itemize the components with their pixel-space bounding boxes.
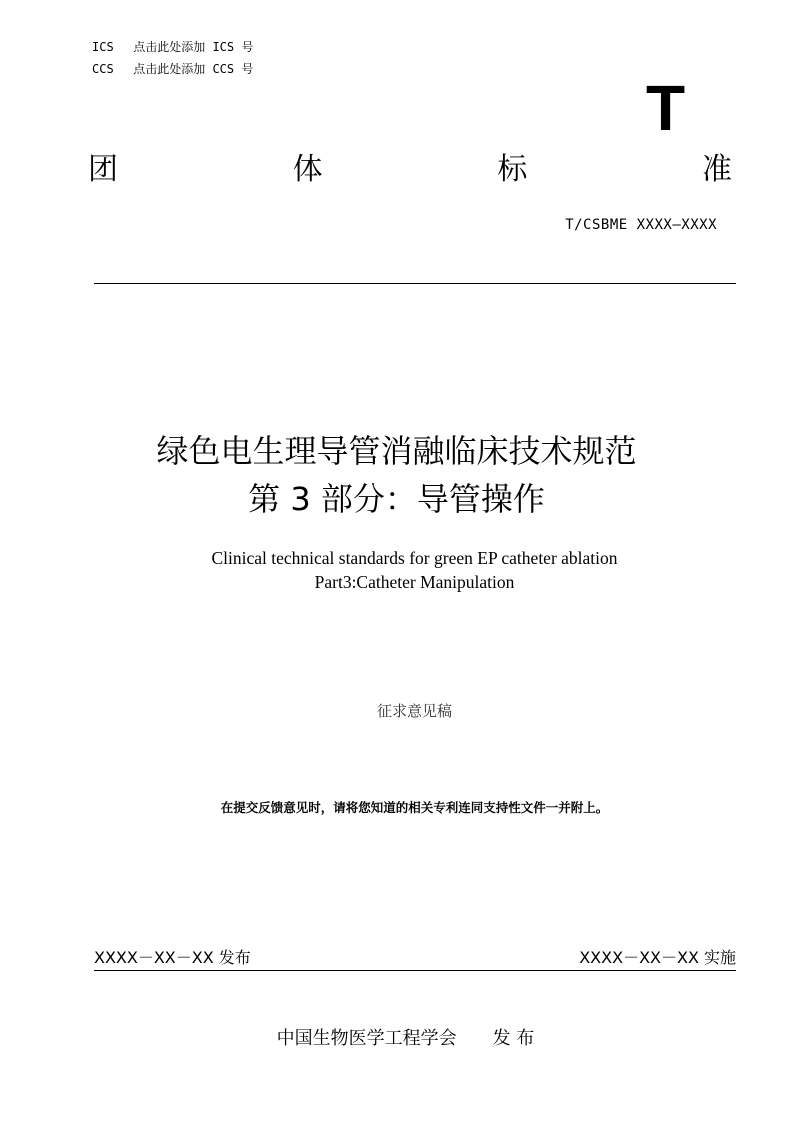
ics-code: ICS: [92, 40, 114, 54]
issue-date: XXXX－XX－XX 发布: [94, 948, 251, 967]
standard-type-char: 准: [701, 152, 732, 187]
ccs-placeholder-text[interactable]: 点击此处添加 CCS 号: [133, 62, 254, 76]
standard-number: T/CSBME XXXX—XXXX: [565, 217, 717, 233]
chinese-title-line-1: 绿色电生理导管消融临床技术规范: [156, 432, 637, 470]
english-title-line-1: Clinical technical standards for green EP catheter ablation: [211, 548, 618, 568]
chinese-title-line-2: 第 3 部分：导管操作: [248, 480, 545, 518]
standard-type-char: 团: [88, 152, 118, 187]
ics-line: [92, 38, 253, 55]
footer-divider: [94, 970, 736, 971]
publisher-line: [0, 1024, 793, 1050]
publisher-name: 中国生物医学工程学会: [276, 1028, 457, 1049]
english-title-line-2: Part3:Catheter Manipulation: [314, 572, 515, 592]
draft-status-label: 征求意见稿: [376, 702, 452, 720]
header-divider: [94, 283, 736, 284]
publish-word: 发 布: [492, 1028, 535, 1049]
standard-type-heading: [88, 150, 732, 190]
standard-type-char: 标: [497, 152, 528, 187]
standard-type-mark: T: [646, 72, 686, 144]
ics-placeholder-text[interactable]: 点击此处添加 ICS 号: [133, 40, 254, 54]
ccs-code: CCS: [92, 62, 114, 76]
patent-notice: 在提交反馈意见时，请将您知道的相关专利连同支持性文件一并附上。: [220, 800, 609, 815]
ccs-line: [92, 60, 253, 77]
standard-type-char: 体: [292, 152, 323, 187]
implementation-date: XXXX－XX－XX 实施: [579, 948, 736, 967]
